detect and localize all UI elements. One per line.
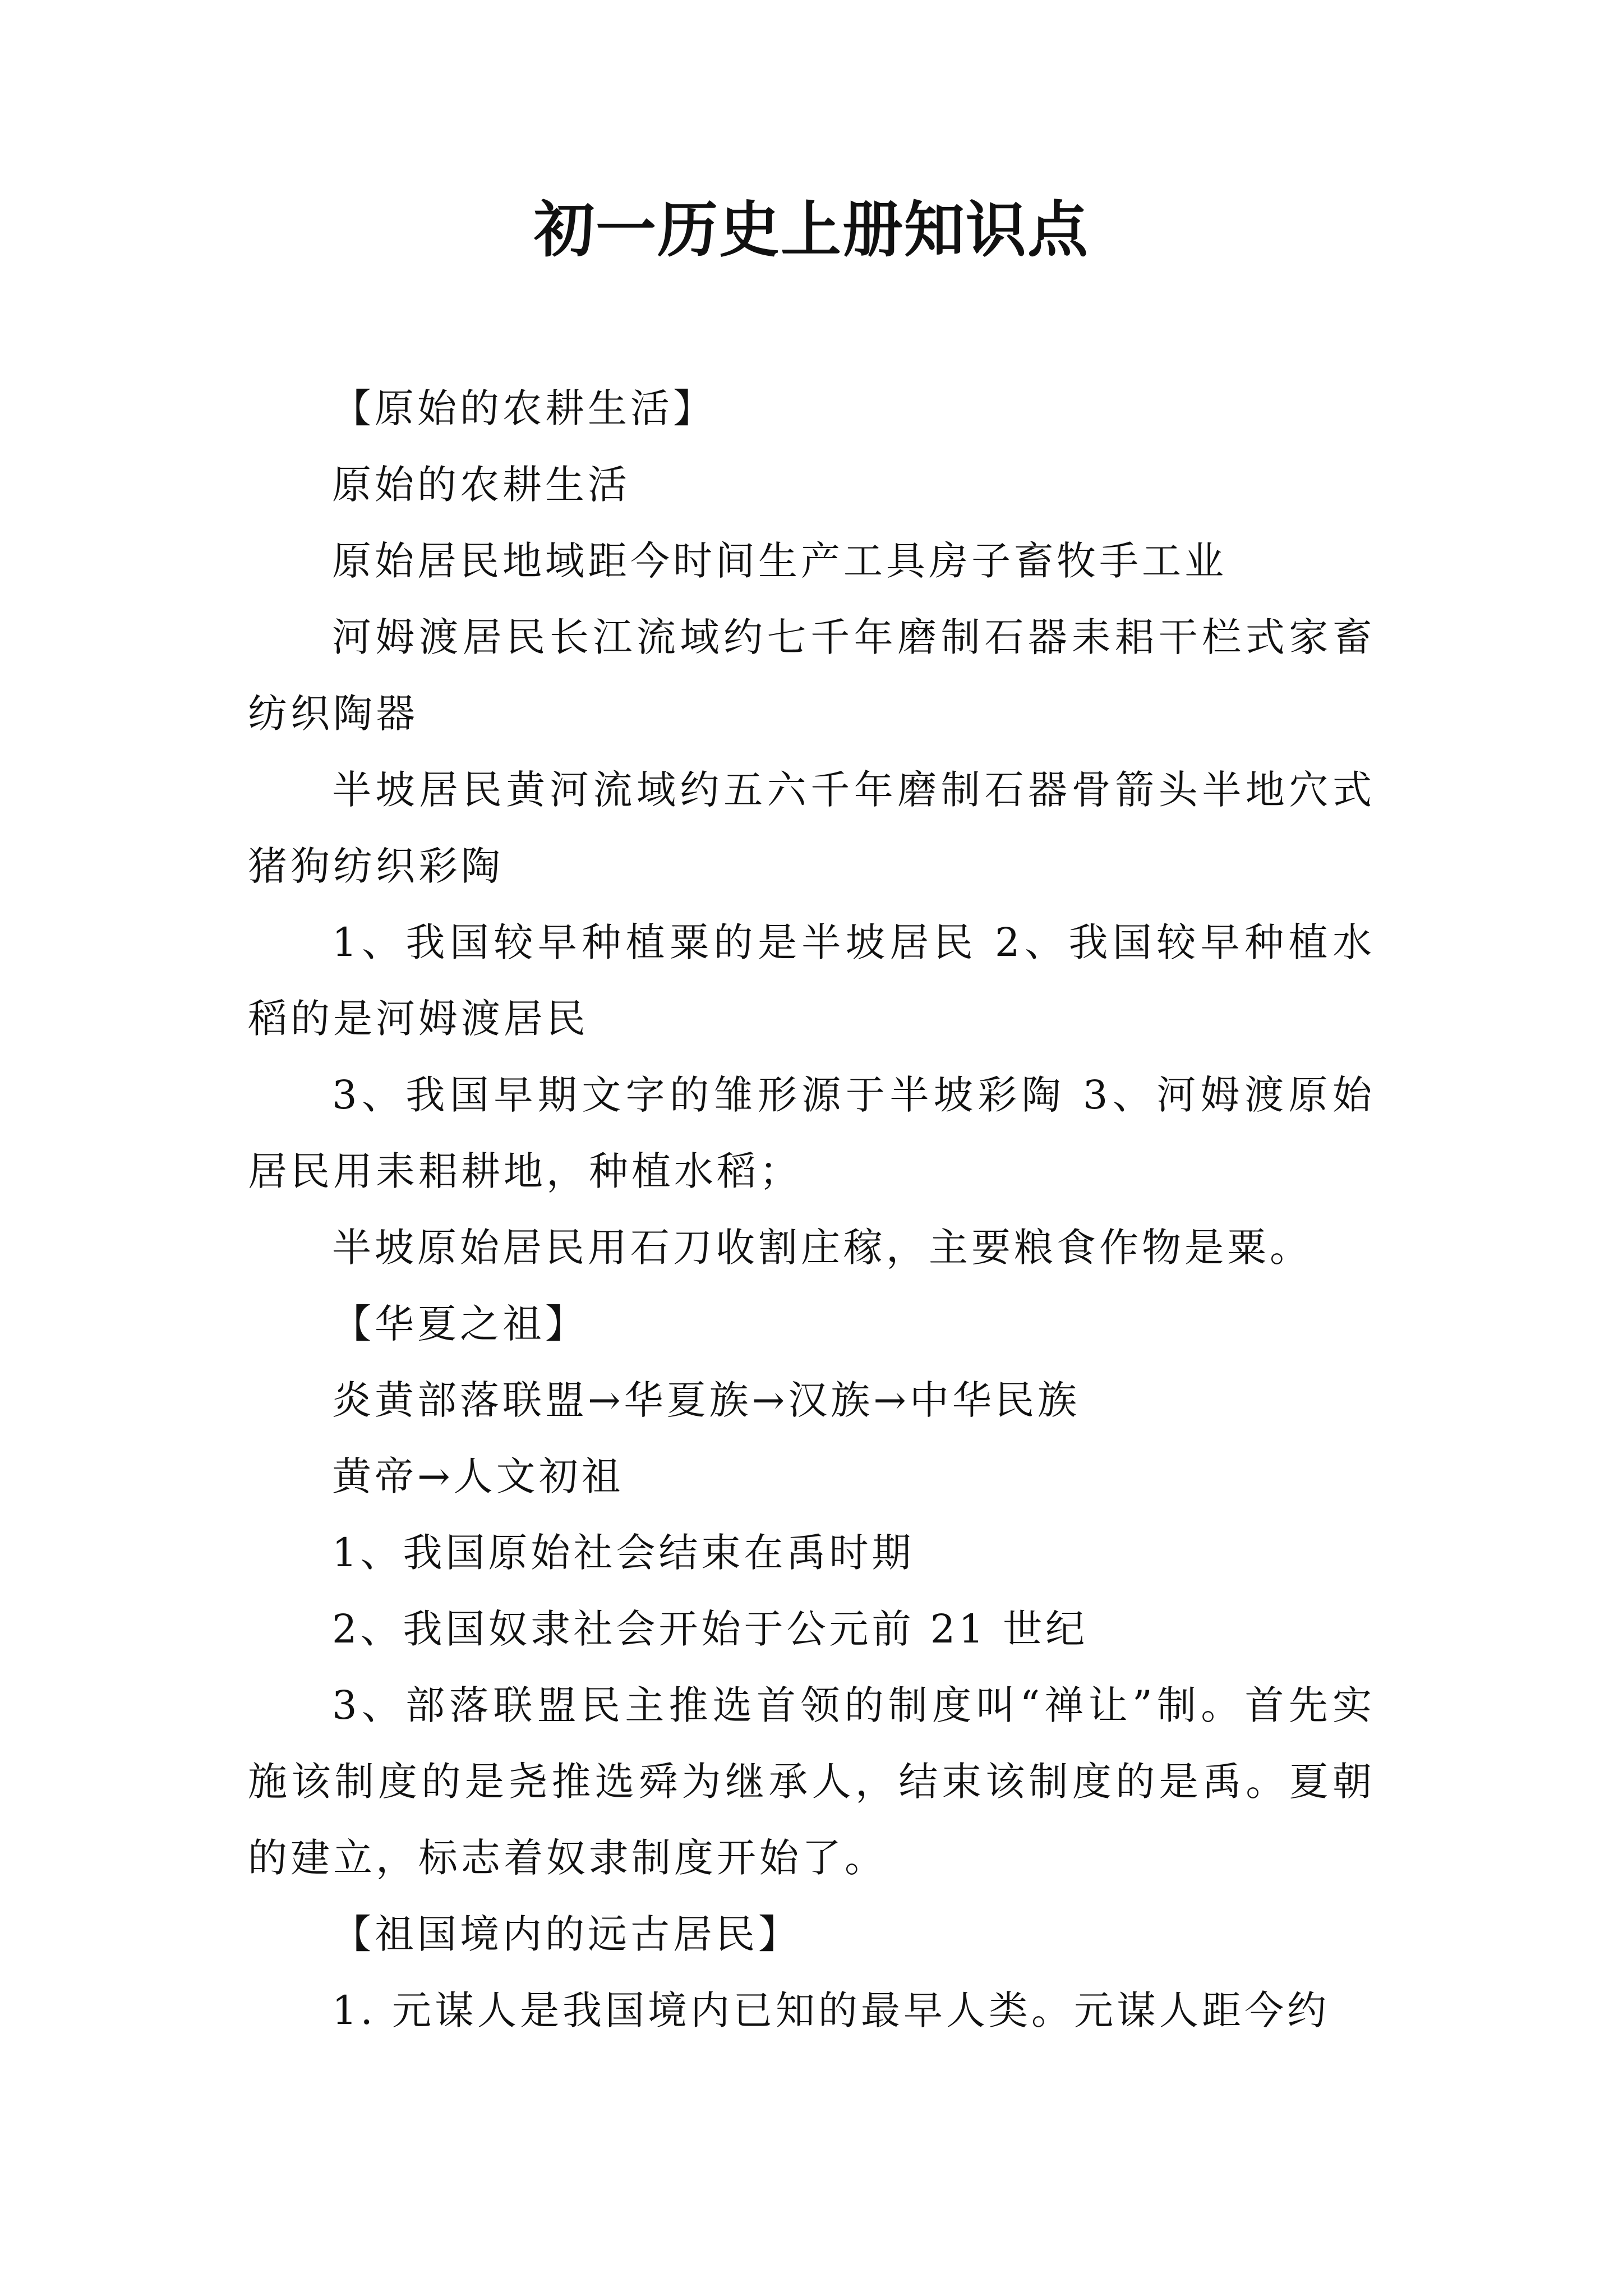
paragraph: 3、部落联盟民主推选首领的制度叫“禅让”制。首先实施该制度的是尧推选舜为继承人，结束该制度的是禹。夏朝的建立，标志着奴隶制度开始了。	[248, 1682, 1375, 1881]
paragraph: 黄帝→人文初祖	[332, 1453, 624, 1499]
paragraph: 河姆渡居民长江流域约七千年磨制石器耒耜干栏式家畜纺织陶器	[248, 614, 1375, 737]
paragraph: 2、我国奴隶社会开始于公元前 21 世纪	[332, 1606, 1089, 1652]
paragraph: 原始的农耕生活	[332, 462, 630, 508]
paragraph: 1、我国较早种植粟的是半坡居民 2、我国较早种植水稻的是河姆渡居民	[248, 919, 1375, 1042]
paragraph: 原始居民地域距今时间生产工具房子畜牧手工业	[332, 538, 1227, 584]
paragraph: 1、我国原始社会结束在禹时期	[332, 1530, 915, 1576]
paragraph: 半坡居民黄河流域约五六千年磨制石器骨箭头半地穴式猪狗纺织彩陶	[248, 767, 1375, 889]
paragraph: 炎黄部落联盟→华夏族→汉族→中华民族	[332, 1377, 1080, 1423]
paragraph: 1. 元谋人是我国境内已知的最早人类。元谋人距今约	[332, 1987, 1330, 2033]
page-title: 初一历史上册知识点	[533, 195, 1089, 265]
paragraph: 3、我国早期文字的雏形源于半坡彩陶 3、河姆渡原始居民用耒耜耕地，种植水稻；	[248, 1072, 1375, 1194]
paragraph: 半坡原始居民用石刀收割庄稼，主要粮食作物是粟。	[332, 1225, 1312, 1271]
section-heading-primitive-farming: 【原始的农耕生活】	[332, 385, 716, 431]
section-heading-huaxia-ancestors: 【华夏之祖】	[332, 1301, 588, 1347]
document-body	[248, 370, 1375, 2049]
section-heading-ancient-residents: 【祖国境内的远古居民】	[332, 1911, 801, 1957]
